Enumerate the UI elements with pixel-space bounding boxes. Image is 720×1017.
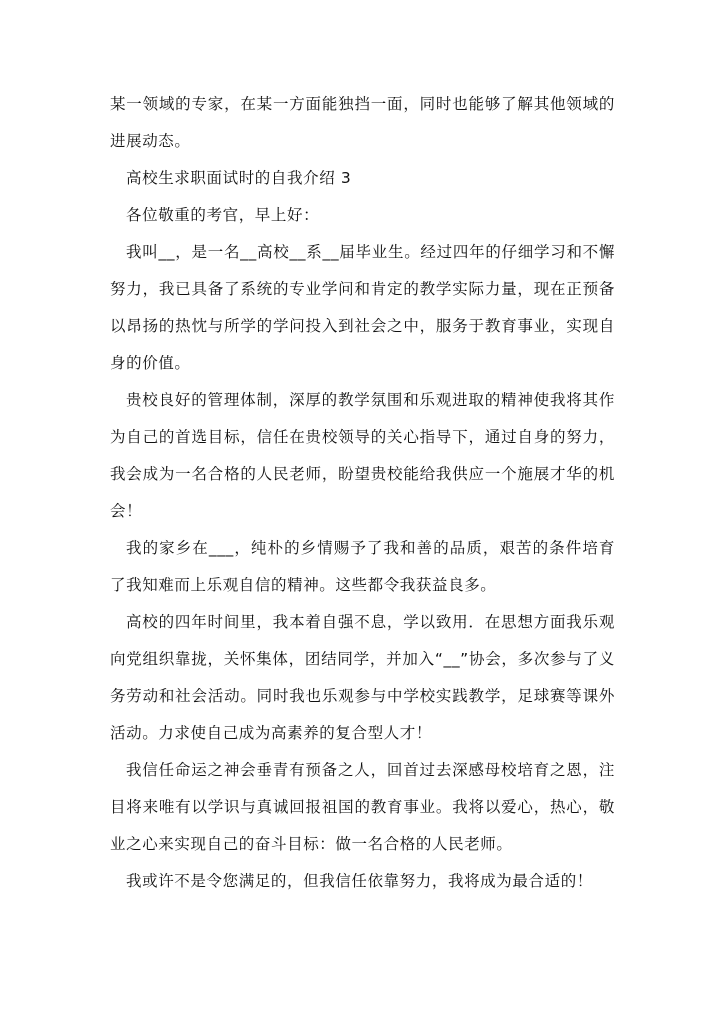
school-goal-paragraph: 贵校良好的管理体制，深厚的教学氛围和乐观进取的精神使我将其作为自己的首选目标，信任在贵校领导的关心指导下，通过自身的努力，我会成为一名合格的人民老师，盼望贵校能给我供应一个施展才华的机会！: [110, 391, 615, 520]
greeting-paragraph: 各位敬重的考官，早上好：: [126, 206, 320, 224]
intro-paragraph: 我叫__，是一名__高校__系__届毕业生。经过四年的仔细学习和不懈努力，我已具备了系统的专业学问和肯定的教学实际力量，现在正预备以昂扬的热忱与所学的学问投入到社会之中，服务于教育事业，实现自身的价值。: [110, 243, 615, 372]
closing-paragraph: 我或许不是令您满足的，但我信任依靠努力，我将成为最合适的！: [126, 872, 593, 890]
university-experience-paragraph: 高校的四年时间里，我本着自强不息，学以致用．在思想方面我乐观向党组织靠拢，关怀集体，团结同学，并加入“__”协会，多次参与了义务劳动和社会活动。同时我也乐观参与中学校实践教学，足球赛等课外活动。力求使自己成为高素养的复合型人才！: [110, 613, 615, 742]
commitment-paragraph: 我信任命运之神会垂青有预备之人，回首过去深感母校培育之恩，注目将来唯有以学识与真诚回报祖国的教育事业。我将以爱心，热心，敬业之心来实现自己的奋斗目标：做一名合格的人民老师。: [110, 761, 615, 853]
hometown-paragraph: 我的家乡在___，纯朴的乡情赐予了我和善的品质，艰苦的条件培育了我知难而上乐观自信的精神。这些都令我获益良多。: [110, 539, 615, 594]
continued-paragraph: 某一领域的专家，在某一方面能独挡一面，同时也能够了解其他领域的进展动态。: [110, 95, 615, 150]
document-body: [110, 86, 615, 900]
section-heading: 高校生求职面试时的自我介绍 3: [126, 169, 352, 187]
